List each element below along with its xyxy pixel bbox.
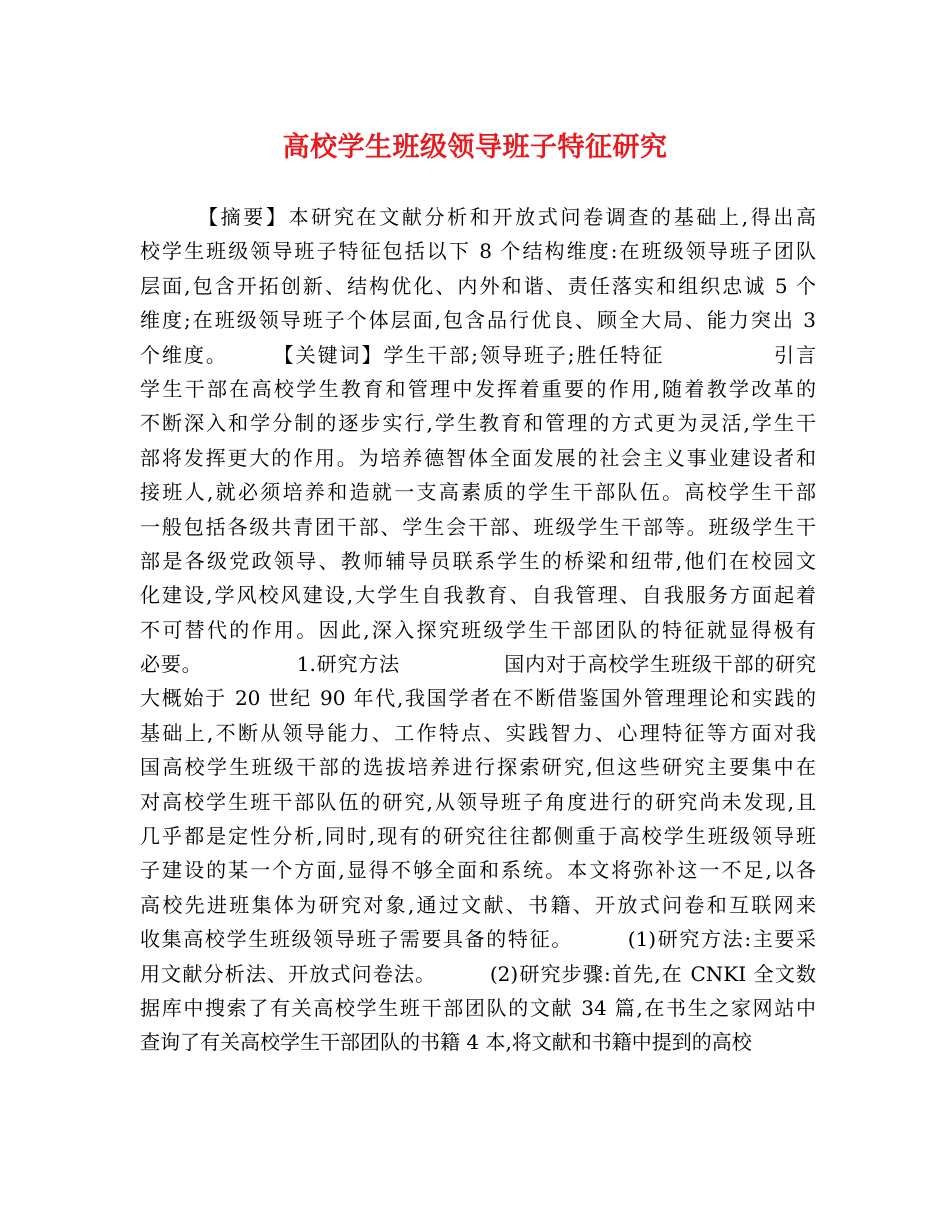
body-line: 大概始于 20 世纪 90 年代,我国学者在不断借鉴国外管理理论和实践的 (140, 686, 816, 711)
body-line: 基础上,不断从领导能力、工作特点、实践智力、心理特征等方面对我 (140, 720, 816, 745)
body-line: 个维度。 【关键词】学生干部;领导班子;胜任特征 引言 (140, 342, 816, 367)
body-line: 校学生班级领导班子特征包括以下 8 个结构维度:在班级领导班子团队 (140, 239, 816, 264)
body-line: 国高校学生班级干部的选拔培养进行探索研究,但这些研究主要集中在 (140, 755, 816, 780)
body-line: 学生干部在高校学生教育和管理中发挥着重要的作用,随着教学改革的 (140, 376, 816, 401)
body-line: 一般包括各级共青团干部、学生会干部、班级学生干部等。班级学生干 (140, 514, 816, 539)
body-line: 部是各级党政领导、教师辅导员联系学生的桥梁和纽带,他们在校园文 (140, 548, 816, 573)
body-line: 部将发挥更大的作用。为培养德智体全面发展的社会主义事业建设者和 (140, 445, 816, 470)
body-line: 维度;在班级领导班子个体层面,包含品行优良、顾全大局、能力突出 3 (140, 308, 816, 333)
body-line: 收集高校学生班级领导班子需要具备的特征。 (1)研究方法:主要采 (140, 927, 816, 952)
body-line: 不可替代的作用。因此,深入探究班级学生干部团队的特征就显得极有 (140, 617, 816, 642)
body-line: 用文献分析法、开放式问卷法。 (2)研究步骤:首先,在 CNKI 全文数 (140, 961, 816, 986)
body-line: 层面,包含开拓创新、结构优化、内外和谐、责任落实和组织忠诚 5 个 (140, 273, 816, 298)
body-line: 接班人,就必须培养和造就一支高素质的学生干部队伍。高校学生干部 (140, 480, 816, 505)
body-line: 几乎都是定性分析,同时,现有的研究往往都侧重于高校学生班级领导班 (140, 824, 816, 849)
body-line: 必要。 1.研究方法 国内对于高校学生班级干部的研究 (140, 652, 816, 677)
document-body (140, 200, 816, 1060)
body-line: 查询了有关高校学生干部团队的书籍 4 本,将文献和书籍中提到的高校 (140, 1030, 752, 1055)
body-line: 不断深入和学分制的逐步实行,学生教育和管理的方式更为灵活,学生干 (140, 411, 816, 436)
body-line: 高校先进班集体为研究对象,通过文献、书籍、开放式问卷和互联网来 (140, 892, 816, 917)
body-line: 子建设的某一个方面,显得不够全面和系统。本文将弥补这一不足,以各 (140, 858, 816, 883)
document-title: 高校学生班级领导班子特征研究 (282, 132, 668, 163)
body-line: 【摘要】本研究在文献分析和开放式问卷调查的基础上,得出高 (140, 205, 816, 229)
body-line: 对高校学生班干部队伍的研究,从领导班子角度进行的研究尚未发现,且 (140, 789, 816, 814)
body-line: 化建设,学风校风建设,大学生自我教育、自我管理、自我服务方面起着 (140, 583, 816, 608)
body-line: 据库中搜索了有关高校学生班干部团队的文献 34 篇,在书生之家网站中 (140, 995, 816, 1020)
